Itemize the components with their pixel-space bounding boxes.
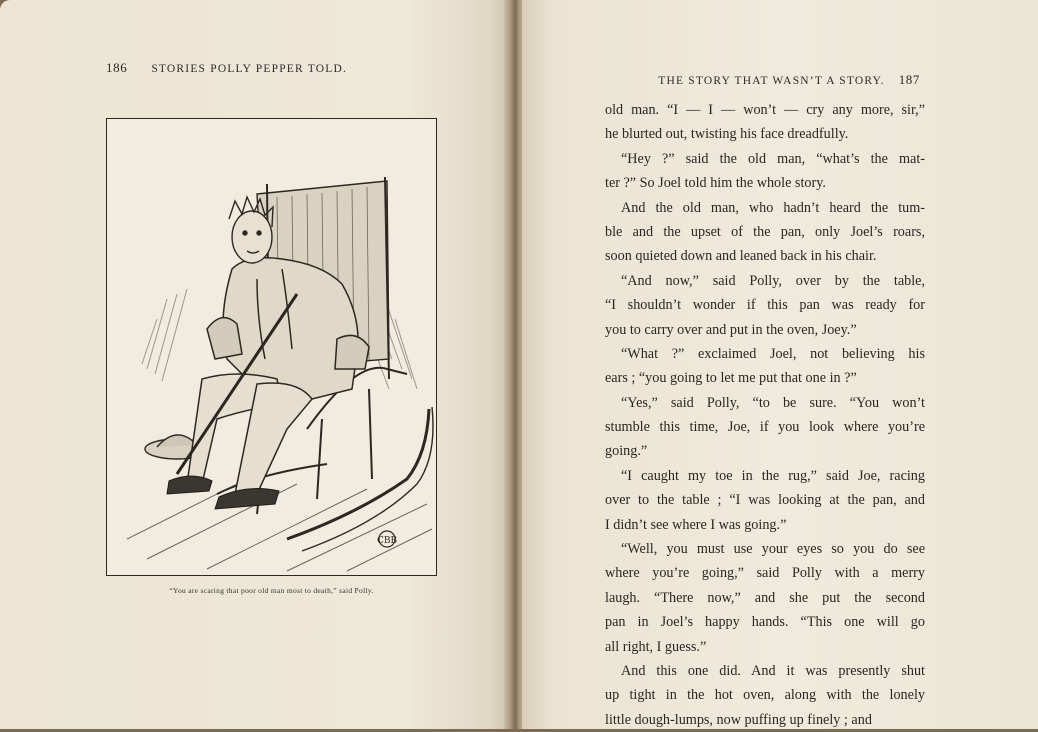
text-line: ble and the upset of the pan, only Joel’s roars, [605,223,925,240]
right-running-title: THE STORY THAT WASN’T A STORY. [658,75,885,87]
text-line: pan in Joel’s happy hands. “This one will go [605,614,925,631]
left-page [0,0,508,729]
text-line: all right, I guess.” [605,638,707,655]
text-line: ears ; “you going to let me put that one in ?” [605,370,857,387]
text-line: little dough-lumps, now puffing up finely ; and [605,711,872,728]
monogram-icon [377,531,398,547]
left-running-title: STORIES POLLY PEPPER TOLD. [151,63,348,75]
text-line: “I shouldn’t wonder if this pan was ready for [605,297,925,314]
text-line: “Yes,” said Polly, “to be sure. “You won’t [621,394,925,411]
page-text [605,98,925,732]
left-page-header [106,60,347,76]
text-line: over to the table ; “I was looking at the pan, and [605,492,925,509]
illustration-caption: “You are scaring that poor old man most to death,” said Polly. [169,586,374,595]
text-line: “Hey ?” said the old man, “what’s the mat- [621,150,925,167]
text-line: I didn’t see where I was going.” [605,516,787,533]
text-line: “Well, you must use your eyes so you do see [621,541,925,558]
text-line: stumble this time, Joe, if you look where you’re [605,419,925,436]
text-line: where you’re going,” said Polly with a merry [605,565,925,582]
text-line: “What ?” exclaimed Joel, not believing his [621,345,925,362]
old-man-illustration [107,119,435,574]
left-page-number: 186 [106,60,128,75]
text-line: he blurted out, twisting his face dreadfully. [605,126,849,143]
text-line: going.” [605,443,648,460]
text-line: up tight in the hot oven, along with the lonely [605,687,925,704]
text-line: “And now,” said Polly, over by the table, [621,272,925,289]
text-line: And this one did. And it was presently shut [621,662,925,679]
text-line: “I caught my toe in the rug,” said Joe, racing [621,467,925,484]
text-line: ter ?” So Joel told him the whole story. [605,175,826,192]
text-line: old man. “I — I — won’t — cry any more, sir,” [605,102,925,118]
text-line: soon quieted down and leaned back in his chair. [605,248,877,265]
text-line: And the old man, who hadn’t heard the tum- [621,199,925,216]
svg-text:CBB: CBB [376,536,398,546]
right-page-number: 187 [898,72,920,87]
illustration-frame [106,118,437,576]
right-page-header [658,72,920,88]
text-line: you to carry over and put in the oven, Joey.” [605,321,857,338]
text-line: laugh. “There now,” and she put the second [605,589,925,606]
